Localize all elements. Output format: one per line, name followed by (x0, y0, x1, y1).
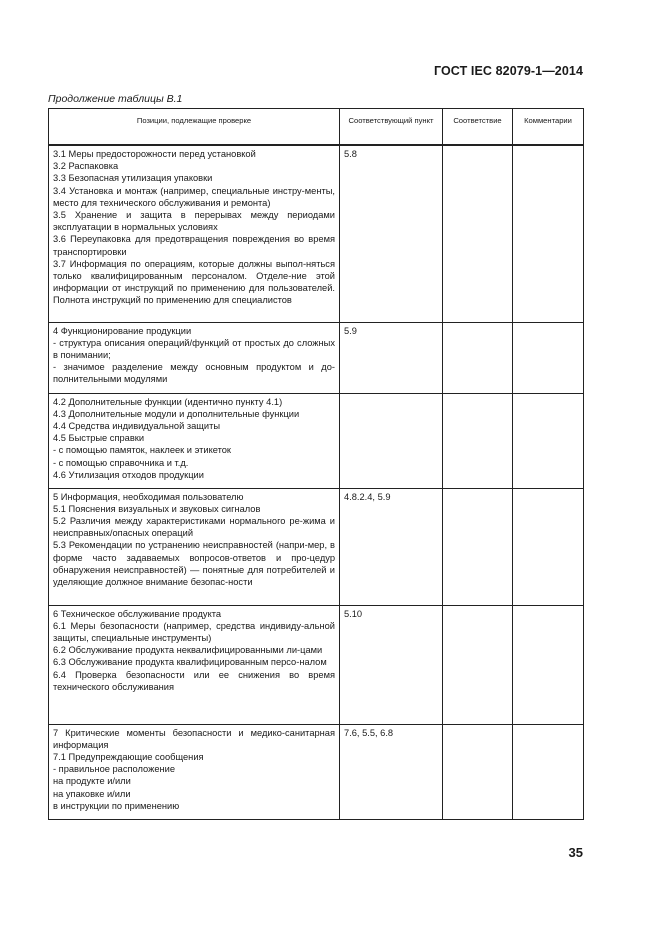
items-cell (49, 145, 340, 322)
document-code: ГОСТ IEC 82079-1—2014 (433, 64, 583, 78)
comments-cell (513, 724, 584, 819)
comments-cell (513, 605, 584, 724)
item-line: на упаковке и/или (53, 788, 131, 799)
item-line: 3.1 Меры предосторожности перед установкой (53, 149, 256, 159)
clause-cell: 5.9 (340, 322, 443, 393)
comments-cell (513, 393, 584, 488)
item-line: 5 Информация, необходимая пользователю (53, 491, 244, 502)
item-line: 5.2 Различия между характеристиками нормального ре-жима и неисправных/опасных операций (53, 515, 335, 539)
items-cell (49, 393, 340, 488)
item-line: 4.5 Быстрые справки (53, 433, 145, 444)
table-continuation-caption: Продолжение таблицы В.1 (48, 93, 183, 105)
comments-cell (513, 322, 584, 393)
column-header-clause: Соответствующий пункт (340, 109, 443, 146)
item-line: - правильное расположение (53, 764, 175, 775)
items-cell (49, 322, 340, 393)
conformity-cell (443, 724, 513, 819)
page-number: 35 (568, 845, 583, 860)
comments-cell (513, 488, 584, 605)
items-cell (49, 605, 340, 724)
table-row (49, 605, 584, 724)
table-row (49, 724, 584, 819)
item-line: 3.5 Хранение и защита в перерывах между периодами эксплуатации в нормальных условиях (53, 210, 335, 233)
clause-cell: 5.10 (340, 605, 443, 724)
item-line: 6.2 Обслуживание продукта неквалифицированными ли-цами (53, 645, 323, 656)
clause-cell: 4.8.2.4, 5.9 (340, 488, 443, 605)
conformity-cell (443, 488, 513, 605)
item-line: 3.7 Информация по операциям, которые должны выпол-няться только квалифицированным персоналом. Отделе-ние этой информации от инструкций по применению для пользователей. Полнота инструкций по применению для специалистов (53, 258, 335, 306)
item-line: - с помощью справочника и т.д. (53, 457, 189, 468)
item-line: 3.4 Установка и монтаж (например, специальные инстру-менты, место для технического обслуживания и ремонта) (53, 185, 335, 208)
item-line: 4 Функционирование продукции (53, 325, 192, 336)
clause-cell: 7.6, 5.5, 6.8 (340, 724, 443, 819)
item-line: 3.3 Безопасная утилизация упаковки (53, 173, 213, 184)
items-cell (49, 724, 340, 819)
item-line: 5.1 Пояснения визуальных и звуковых сигналов (53, 503, 261, 514)
item-line: 7 Критические моменты безопасности и медико-санитарная информация (53, 727, 335, 750)
item-line: 5.3 Рекомендации по устранению неисправностей (напри-мер, в форме часто задаваемых вопросов-ответов и про-цедур обнаружения неисправностей) — понятные для потребителей и уделяющие должное внимание безопас-ности (53, 540, 335, 587)
table-row (49, 145, 584, 322)
conformity-cell (443, 322, 513, 393)
table-header-row (49, 109, 584, 146)
comments-cell (513, 145, 584, 322)
item-line: - с помощью памяток, наклеек и этикеток (53, 445, 231, 456)
item-line: 7.1 Предупреждающие сообщения (53, 751, 204, 762)
table-row (49, 322, 584, 393)
item-line: 4.2 Дополнительные функции (идентично пункту 4.1) (53, 396, 283, 407)
conformity-cell (443, 145, 513, 322)
item-line: 4.6 Утилизация отходов продукции (53, 469, 204, 480)
item-line: 6.4 Проверка безопасности или ее снижения во время технического обслуживания (53, 669, 335, 692)
item-line: 4.3 Дополнительные модули и дополнительные функции (53, 408, 300, 419)
item-line: 6.3 Обслуживание продукта квалифицированным персо-налом (53, 657, 327, 668)
column-header-conformity: Соответствие (443, 109, 513, 146)
conformity-cell (443, 393, 513, 488)
item-line: в инструкции по применению (53, 800, 180, 811)
item-line: - структура описания операций/функций от простых до сложных в понимании; (53, 337, 335, 360)
table-row (49, 393, 584, 488)
item-line: 6 Техническое обслуживание продукта (53, 608, 222, 619)
clause-cell (340, 393, 443, 488)
item-line: 3.6 Переупаковка для предотвращения повреждения во время транспортировки (53, 234, 335, 257)
item-line: 6.1 Меры безопасности (например, средства индивиду-альной защиты, специальные инструменты) (53, 620, 335, 643)
clause-cell: 5.8 (340, 145, 443, 322)
item-line: - значимое разделение между основным продуктом и до-полнительными модулями (53, 362, 335, 385)
table-row (49, 488, 584, 605)
item-line: 3.2 Распаковка (53, 161, 119, 172)
items-cell (49, 488, 340, 605)
column-header-items: Позиции, подлежащие проверке (49, 109, 340, 146)
item-line: 4.4 Средства индивидуальной защиты (53, 420, 221, 431)
conformity-cell (443, 605, 513, 724)
column-header-comments: Комментарии (513, 109, 584, 146)
checklist-table (48, 108, 584, 820)
item-line: на продукте и/или (53, 776, 131, 787)
